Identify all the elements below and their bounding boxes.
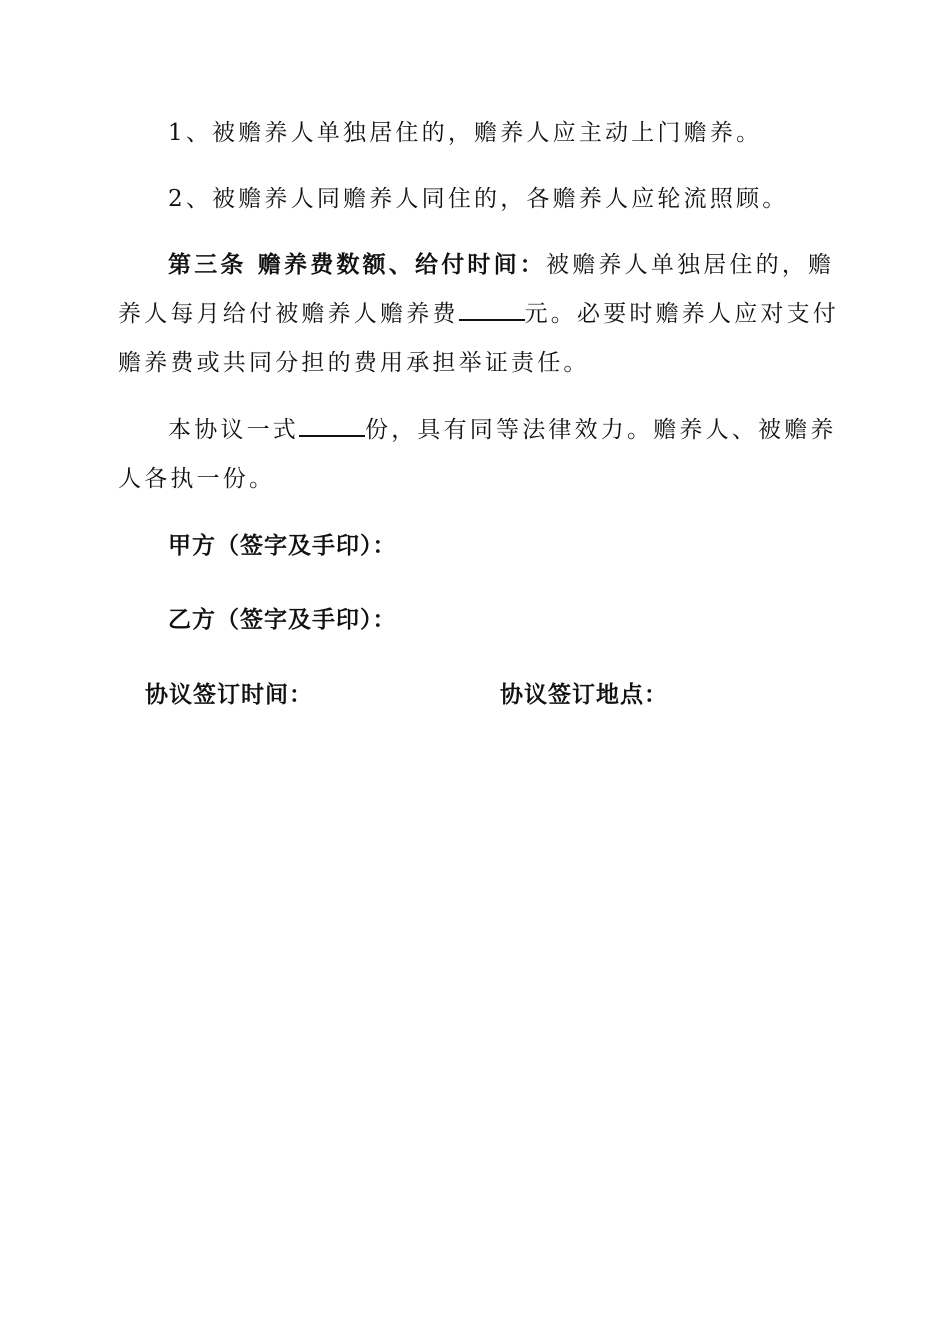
copies-line-1 — [168, 413, 837, 447]
clause-item-2: 2、被赡养人同赡养人同住的，各赡养人应轮流照顾。 — [168, 186, 789, 212]
copies-line-2: 人各执一份。 — [118, 466, 276, 492]
clause-item-1: 1、被赡养人单独居住的，赡养人应主动上门赡养。 — [168, 120, 763, 146]
copies-text-1a: 本协议一式 — [168, 417, 299, 443]
article-3-text-2b: 元。必要时赡养人应对支付 — [524, 301, 840, 327]
article-3-line-2 — [118, 297, 840, 331]
article-3-line-3: 赡养费或共同分担的费用承担举证责任。 — [118, 350, 590, 376]
party-b-signature-label: 乙方（签字及手印）： — [168, 607, 397, 633]
party-a-signature-label: 甲方（签字及手印）： — [168, 533, 397, 559]
article-3-text-2a: 养人每月给付被赡养人赡养费 — [118, 301, 459, 327]
article-3-text-1: 被赡养人单独居住的，赡 — [546, 252, 835, 278]
article-3-heading: 第三条 赡养费数额、给付时间： — [168, 252, 547, 278]
amount-blank — [459, 297, 525, 321]
sign-time-label: 协议签订时间： — [145, 682, 313, 708]
article-3-line-1 — [168, 248, 834, 282]
sign-place-label: 协议签订地点： — [500, 682, 668, 708]
copies-text-1b: 份，具有同等法律效力。赡养人、被赡养 — [365, 417, 837, 443]
copies-blank — [299, 413, 365, 437]
